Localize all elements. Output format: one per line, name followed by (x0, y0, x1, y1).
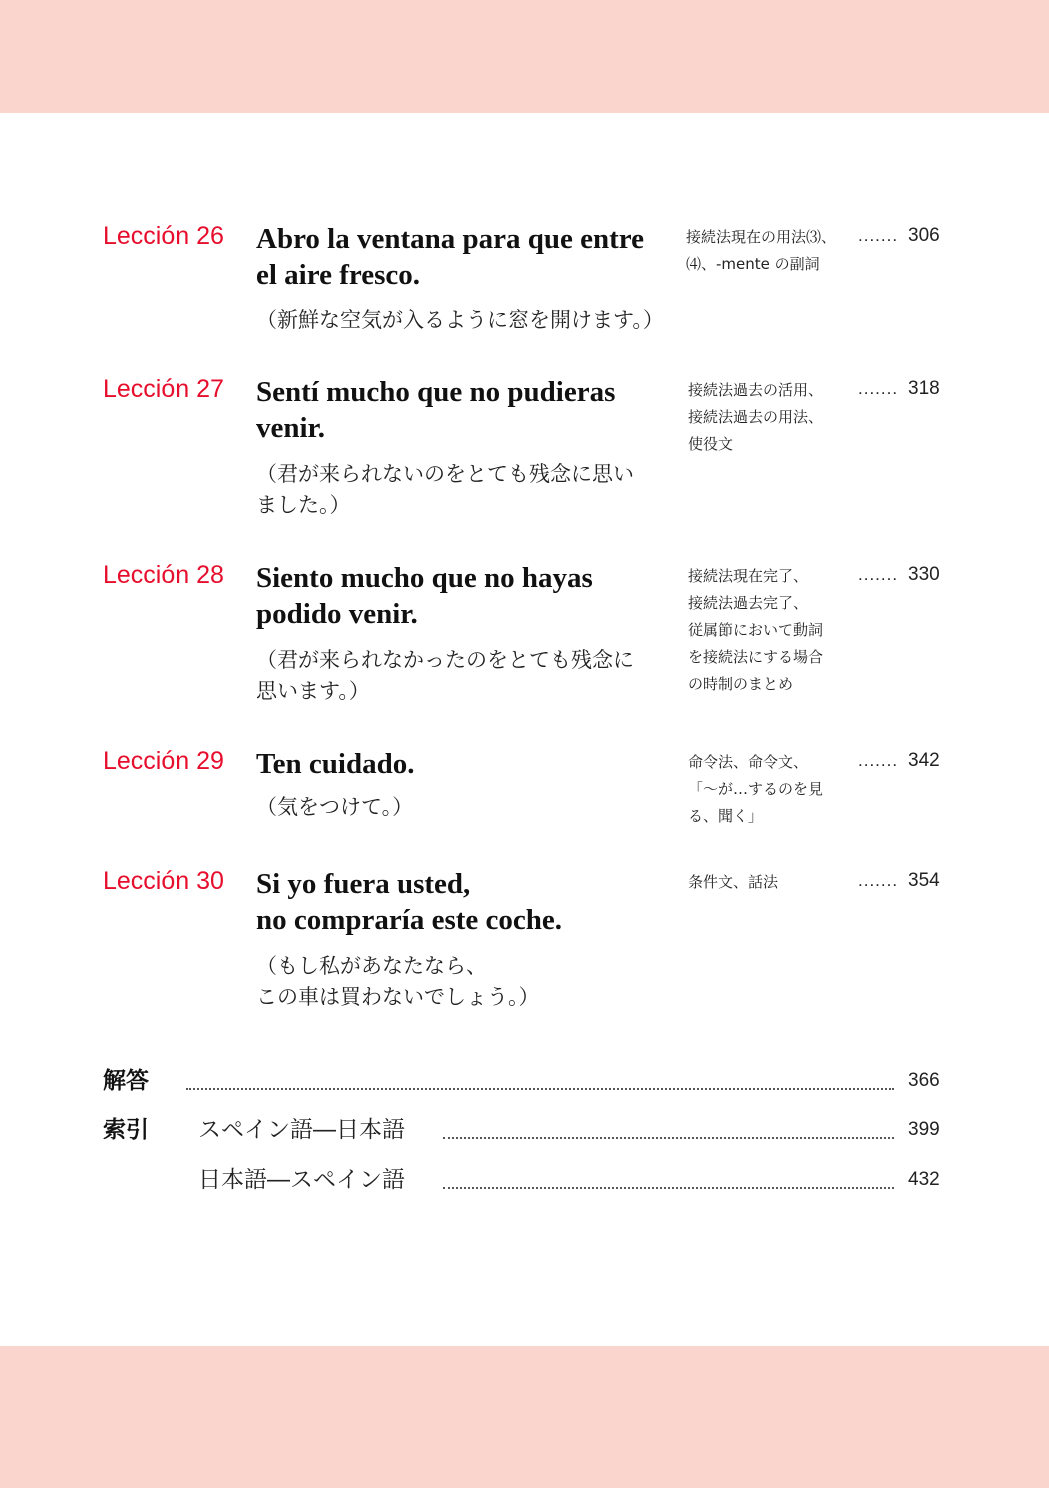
bottom-decorative-band (0, 1346, 1049, 1488)
lesson-label: Lección 30 (103, 867, 224, 895)
leader-dots: ....... (858, 871, 899, 890)
lesson-27-entry[interactable] (0, 374, 1049, 534)
index-entry-text: スペイン語―日本語 (198, 1117, 405, 1143)
lesson-translation: （新鮮な空気が入るように窓を開けます。） (256, 308, 664, 332)
answers-heading: 解答 (103, 1068, 149, 1094)
lesson-topics: 命令法、命令文、 「〜が…するのを見 る、聞く」 (688, 753, 824, 825)
lesson-29-entry[interactable] (0, 746, 1049, 846)
lesson-30-entry[interactable] (0, 866, 1049, 1016)
leader-dots: ....... (858, 379, 899, 398)
lesson-label: Lección 29 (103, 747, 224, 775)
lesson-title: Siento mucho que no hayas podido venir. (256, 562, 593, 630)
lesson-title: Sentí mucho que no pudieras venir. (256, 376, 616, 444)
leader-dots: ....... (858, 565, 899, 584)
page-number: 318 (908, 378, 940, 399)
lesson-translation: （君が来られないのをとても残念に思い ました。） (256, 462, 634, 517)
leader-dots (186, 1088, 894, 1090)
lesson-translation: （もし私があなたなら、 この車は買わないでしょう。） (256, 954, 540, 1009)
lesson-topics: 接続法過去の活用、 接続法過去の用法、 使役文 (688, 381, 824, 453)
lesson-28-entry[interactable] (0, 560, 1049, 720)
lesson-topics: 接続法現在完了、 接続法過去完了、 従属節において動詞 を接続法にする場合 の時制のまとめ (688, 567, 824, 693)
index-entry-japanese-spanish[interactable] (0, 1163, 1049, 1197)
leader-dots: ....... (858, 226, 899, 245)
lesson-translation: （君が来られなかったのをとても残念に 思います。） (256, 648, 634, 703)
lesson-topics: 接続法現在の用法⑶、 ⑷、-mente の副詞 (686, 228, 837, 273)
page-number: 342 (908, 750, 940, 771)
lesson-label: Lección 28 (103, 561, 224, 589)
lesson-title: Si yo fuera usted, no compraría este coche. (256, 868, 563, 936)
lesson-label: Lección 27 (103, 375, 224, 403)
page-number: 432 (908, 1169, 940, 1190)
leader-dots: ....... (858, 751, 899, 770)
lesson-topics: 条件文、話法 (688, 873, 779, 891)
page-number: 399 (908, 1119, 940, 1140)
lesson-title: Ten cuidado. (256, 748, 415, 780)
lesson-translation: （気をつけて。） (256, 795, 414, 819)
lesson-title: Abro la ventana para que entre el aire fresco. (256, 223, 645, 291)
page-number: 354 (908, 870, 940, 891)
page-number: 330 (908, 564, 940, 585)
top-decorative-band (0, 0, 1049, 113)
leader-dots (443, 1137, 894, 1139)
index-heading: 索引 (103, 1117, 149, 1143)
index-entry-text: 日本語―スペイン語 (198, 1167, 405, 1193)
lesson-label: Lección 26 (103, 222, 224, 250)
index-entry-spanish-japanese[interactable] (0, 1113, 1049, 1147)
page-number: 306 (908, 225, 940, 246)
lesson-26-entry[interactable] (0, 221, 1049, 341)
leader-dots (443, 1187, 894, 1189)
answers-entry[interactable] (0, 1064, 1049, 1098)
page-number: 366 (908, 1070, 940, 1091)
